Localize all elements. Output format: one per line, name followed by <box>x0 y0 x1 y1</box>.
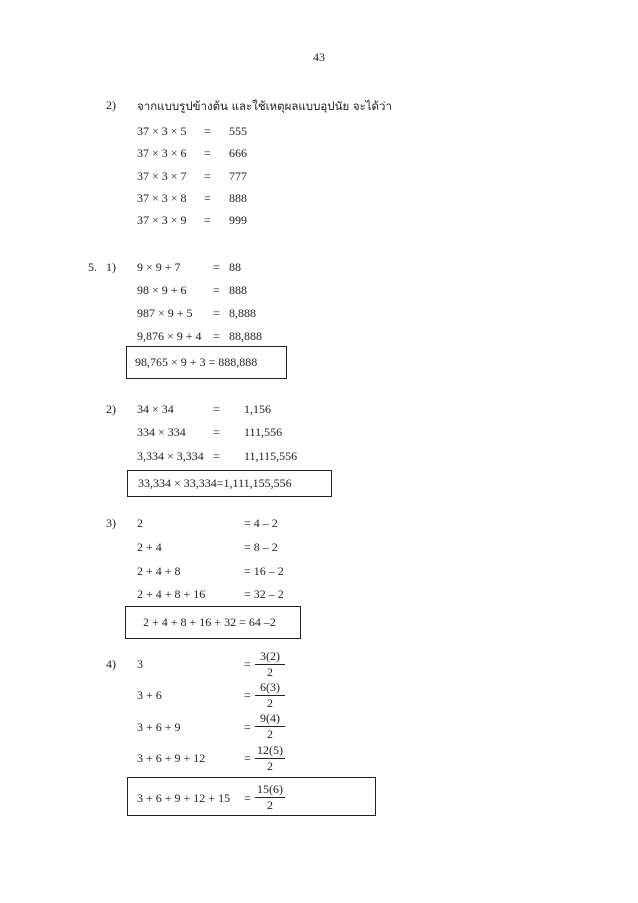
equation-lhs: 334 × 334 <box>137 425 186 439</box>
equation-rhs: 88 <box>229 260 241 274</box>
equals-sign: = <box>244 688 251 702</box>
equals-sign: = <box>244 751 251 765</box>
fraction-numerator: 9(4) <box>255 711 285 727</box>
equals-sign: = <box>213 425 220 439</box>
equation-lhs: 37 × 3 × 5 <box>137 124 187 138</box>
equals-sign: = <box>213 449 220 463</box>
equation-lhs: 3 + 6 <box>137 688 162 702</box>
equals-sign: = <box>213 402 220 416</box>
equation-lhs: 2 + 4 <box>137 540 162 554</box>
equation-rhs: 888 <box>229 191 247 205</box>
equation-rhs: 8,888 <box>229 306 256 320</box>
fraction <box>255 743 285 774</box>
item-label: 2) <box>106 98 116 112</box>
equation-lhs: 3,334 × 3,334 <box>137 449 204 463</box>
question-number: 5. <box>88 260 97 274</box>
equation-lhs: 98 × 9 + 6 <box>137 283 187 297</box>
equation-lhs: 3 + 6 + 9 <box>137 720 181 734</box>
equation-rhs: 555 <box>229 124 247 138</box>
section-heading: จากแบบรูปข้างต้น และใช้เหตุผลแบบอุปนัย จะได้ว่า <box>137 99 392 113</box>
equation-rhs: 888 <box>229 283 247 297</box>
equation-lhs: 2 + 4 + 8 <box>137 564 181 578</box>
equation-rhs: 777 <box>229 169 247 183</box>
fraction-numerator: 12(5) <box>257 743 283 757</box>
equation-rhs: = 32 – 2 <box>244 587 284 601</box>
equals-sign: = <box>213 329 220 343</box>
equation-rhs: 111,556 <box>244 425 283 439</box>
fraction-numerator: 15(6) <box>257 782 283 796</box>
fraction <box>255 680 285 711</box>
fraction <box>255 711 285 742</box>
equation-rhs: 999 <box>229 213 247 227</box>
fraction-numerator: 6(3) <box>255 680 285 696</box>
fraction-denominator: 2 <box>267 727 273 741</box>
fraction-denominator: 2 <box>267 798 273 812</box>
equation-lhs: 37 × 3 × 7 <box>137 169 187 183</box>
boxed-answer-lhs: 3 + 6 + 9 + 12 + 15 <box>137 791 231 805</box>
equation-lhs: 37 × 3 × 8 <box>137 191 187 205</box>
equals-sign: = <box>244 657 251 671</box>
equation-rhs: = 4 – 2 <box>244 516 278 530</box>
equation-lhs: 34 × 34 <box>137 402 174 416</box>
equation-rhs: = 16 – 2 <box>244 564 284 578</box>
equation-lhs: 2 <box>137 516 143 530</box>
equals-sign: = <box>204 191 211 205</box>
equation-lhs: 37 × 3 × 6 <box>137 146 187 160</box>
equation-lhs: 987 × 9 + 5 <box>137 306 193 320</box>
fraction-denominator: 2 <box>267 696 273 710</box>
equation-lhs: 9,876 × 9 + 4 <box>137 329 202 343</box>
equals-sign: = <box>204 213 211 227</box>
equals-sign: = <box>244 791 251 805</box>
equation-lhs: 3 <box>137 657 143 671</box>
equals-sign: = <box>204 146 211 160</box>
boxed-answer: 98,765 × 9 + 3 = 888,888 <box>135 355 258 369</box>
boxed-answer: 33,334 × 33,334=1,111,155,556 <box>138 476 292 490</box>
equation-lhs: 2 + 4 + 8 + 16 <box>137 587 206 601</box>
boxed-answer: 2 + 4 + 8 + 16 + 32 = 64 –2 <box>143 615 276 629</box>
item-label: 3) <box>106 516 116 530</box>
equals-sign: = <box>213 260 220 274</box>
fraction-denominator: 2 <box>267 759 273 773</box>
equals-sign: = <box>204 124 211 138</box>
fraction-denominator: 2 <box>267 665 273 679</box>
equals-sign: = <box>213 306 220 320</box>
equation-lhs: 3 + 6 + 9 + 12 <box>137 751 206 765</box>
equation-lhs: 9 × 9 + 7 <box>137 260 181 274</box>
page-number: 43 <box>313 50 325 64</box>
equation-rhs: = 8 – 2 <box>244 540 278 554</box>
fraction <box>255 649 285 680</box>
equation-rhs: 666 <box>229 146 247 160</box>
item-label: 1) <box>106 260 116 274</box>
item-label: 2) <box>106 402 116 416</box>
equation-lhs: 37 × 3 × 9 <box>137 213 187 227</box>
equals-sign: = <box>204 169 211 183</box>
equals-sign: = <box>213 283 220 297</box>
fraction-numerator: 3(2) <box>255 649 285 665</box>
fraction <box>255 782 285 813</box>
item-label: 4) <box>106 657 116 671</box>
equation-rhs: 11,115,556 <box>244 449 298 463</box>
equation-rhs: 88,888 <box>229 329 262 343</box>
equation-rhs: 1,156 <box>244 402 271 416</box>
equals-sign: = <box>244 720 251 734</box>
